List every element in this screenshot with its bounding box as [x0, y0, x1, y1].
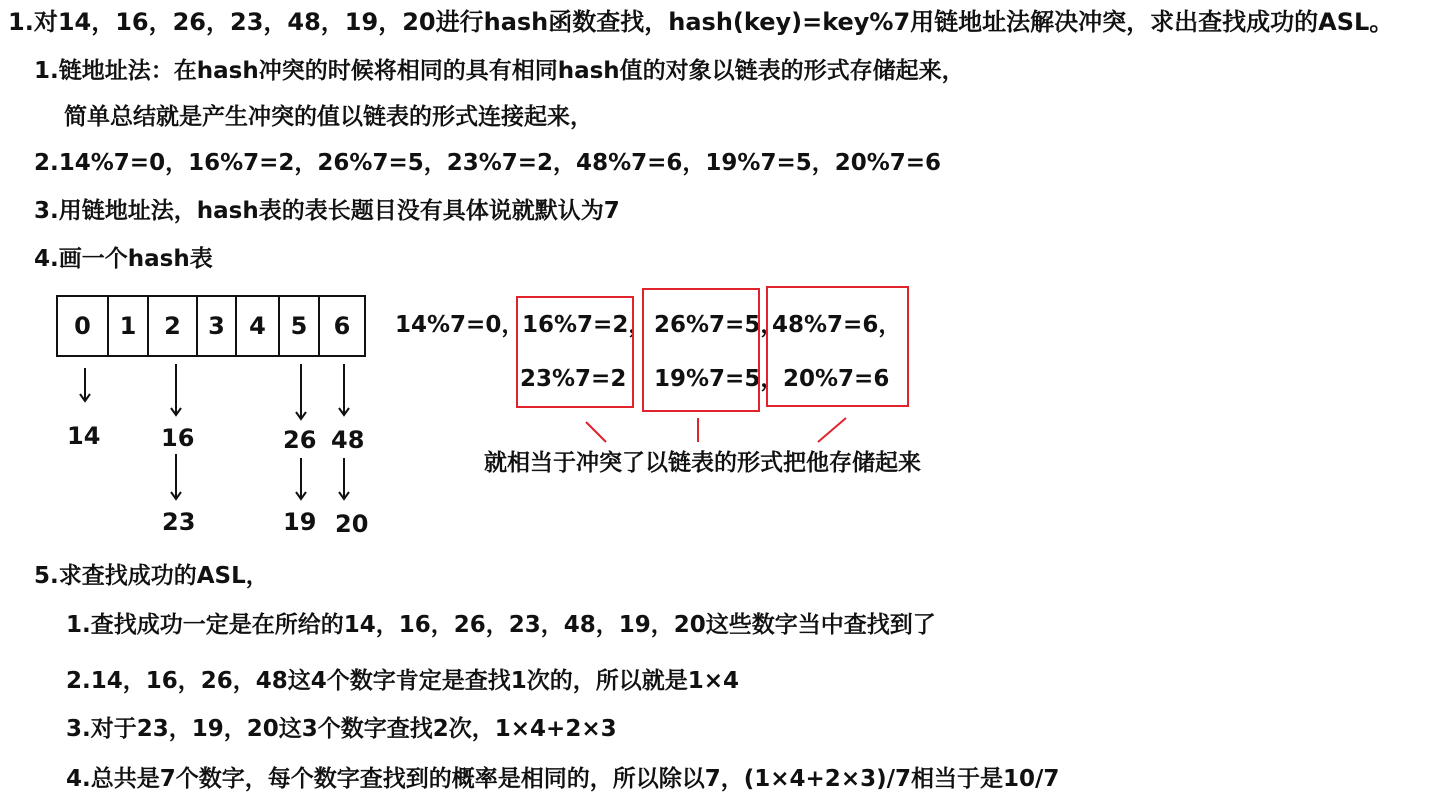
asl-point-2: 2.14，16，26，48这4个数字肯定是查找1次的，所以就是1×4 — [66, 668, 740, 694]
table-index-4: 4 — [249, 312, 266, 340]
table-index-2: 2 — [164, 312, 181, 340]
collision-box-6 — [766, 286, 909, 407]
table-index-5: 5 — [290, 312, 308, 340]
chain-0-node-14: 14 — [67, 422, 101, 450]
chain-6-node-20: 20 — [335, 510, 369, 538]
step2-mod-results: 2.14%7=0，16%7=2，26%7=5，23%7=2，48%7=6，19%7=5，20%7=6 — [34, 150, 942, 176]
step1-line1: 1.链地址法：在hash冲突的时候将相同的具有相同hash值的对象以链表的形式存储起来， — [34, 58, 965, 84]
asl-point-3: 3.对于23，19，20这3个数字查找2次，1×4+2×3 — [66, 716, 617, 742]
collision-box-2 — [516, 296, 634, 408]
collision-annotation: 就相当于冲突了以链表的形式把他存储起来 — [484, 450, 921, 476]
annotation-pointer-right — [818, 418, 846, 442]
mod-14: 14%7=0， — [395, 312, 525, 338]
collision-box-5 — [642, 288, 760, 412]
problem-title: 1.对14，16，26，23，48，19，20进行hash函数查找，hash(key)=key%7用链地址法解决冲突，求出查找成功的ASL。 — [8, 8, 1394, 36]
step4-draw-table: 4.画一个hash表 — [34, 246, 213, 272]
mod-26: 26%7=5， — [654, 312, 784, 338]
mod-16: 16%7=2， — [522, 312, 652, 338]
step3-table-length: 3.用链地址法，hash表的表长题目没有具体说就默认为7 — [34, 198, 620, 224]
asl-heading: 5.求查找成功的ASL， — [34, 563, 269, 589]
chain-6-node-48: 48 — [331, 426, 365, 454]
asl-point-1: 1.查找成功一定是在所给的14，16，26，23，48，19，20这些数字当中查找到了 — [66, 612, 936, 638]
table-index-6: 6 — [333, 312, 351, 340]
chain-5-node-26: 26 — [283, 426, 317, 454]
mod-23: 23%7=2 — [520, 366, 627, 392]
chain-2-node-23: 23 — [162, 508, 196, 536]
mod-19: 19%7=5， — [654, 366, 784, 392]
annotation-pointer-left — [586, 422, 606, 442]
table-index-1: 1 — [119, 312, 137, 340]
asl-point-4: 4.总共是7个数字，每个数字查找到的概率是相同的，所以除以7，(1×4+2×3)/7相当于是10/7 — [66, 766, 1060, 792]
chain-2-node-16: 16 — [161, 424, 195, 452]
table-index-3: 3 — [208, 312, 225, 340]
mod-48: 48%7=6， — [772, 312, 902, 338]
mod-20: 20%7=6 — [783, 366, 890, 392]
chain-5-node-19: 19 — [283, 508, 317, 536]
table-index-0: 0 — [74, 312, 91, 340]
step1-line2: 简单总结就是产生冲突的值以链表的形式连接起来， — [64, 104, 593, 130]
